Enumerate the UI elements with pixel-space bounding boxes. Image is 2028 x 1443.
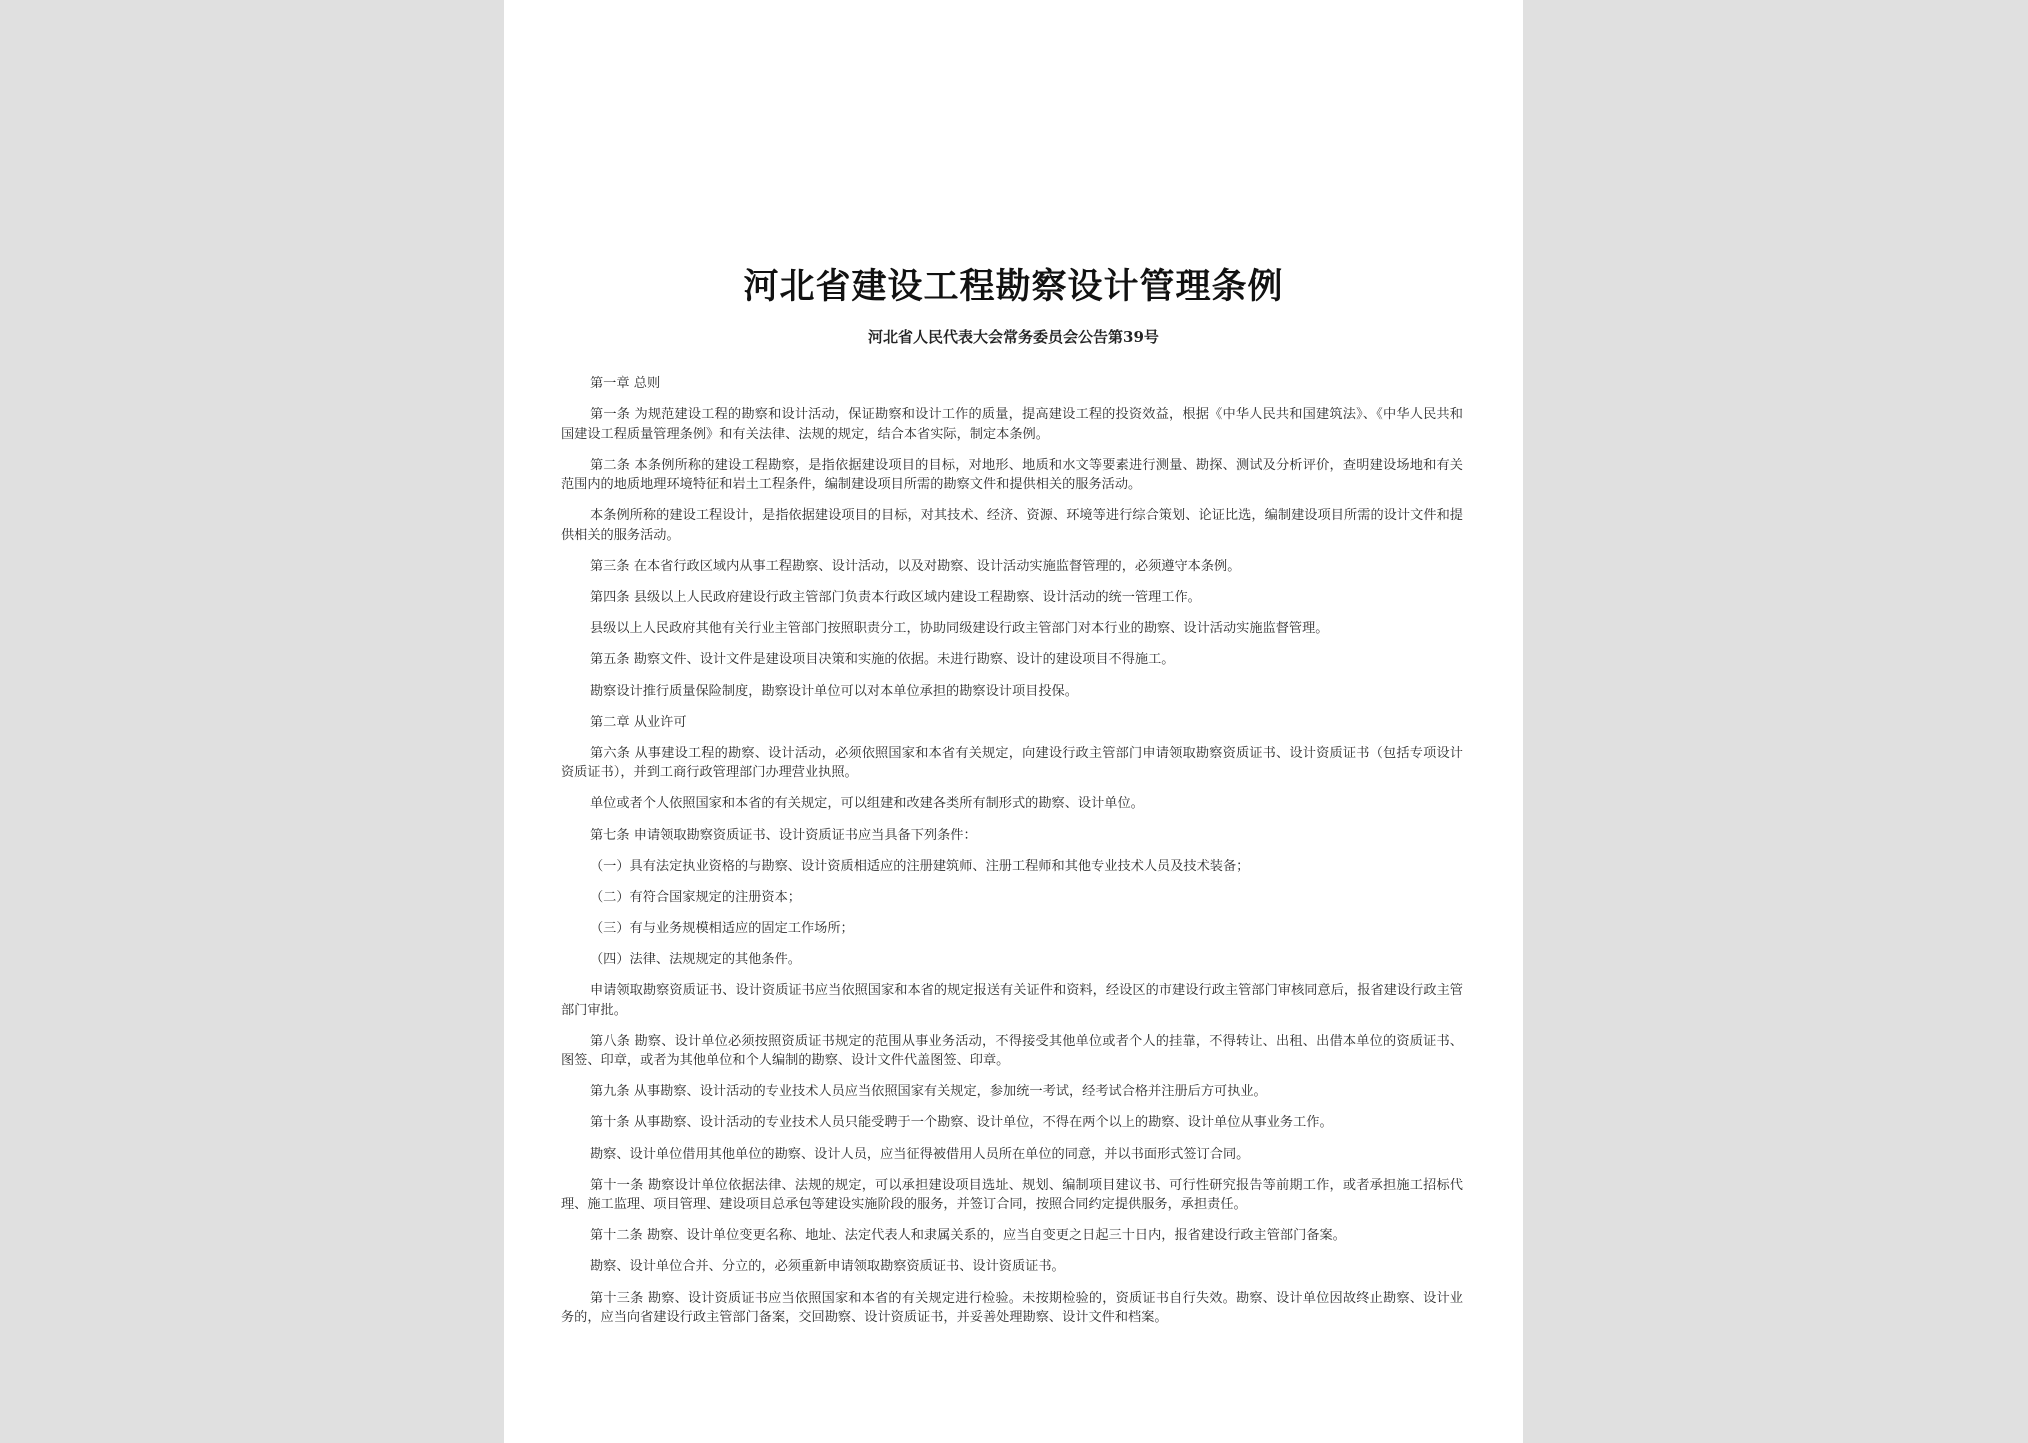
paragraph: 第十二条 勘察、设计单位变更名称、地址、法定代表人和隶属关系的，应当自变更之日起三十日内，报省建设行政主管部门备案。 (590, 1228, 1346, 1244)
paragraph: 单位或者个人依照国家和本省的有关规定，可以组建和改建各类所有制形式的勘察、设计单位。 (590, 796, 1144, 812)
document-page (504, 0, 1523, 1443)
paragraph: 第十条 从事勘察、设计活动的专业技术人员只能受聘于一个勘察、设计单位，不得在两个以上的勘察、设计单位从事业务工作。 (590, 1115, 1333, 1131)
paragraph: 第九条 从事勘察、设计活动的专业技术人员应当依照国家有关规定，参加统一考试，经考试合格并注册后方可执业。 (590, 1084, 1267, 1100)
paragraph: 本条例所称的建设工程设计，是指依据建设项目的目标，对其技术、经济、资源、环境等进行综合策划、论证比选，编制建设项目所需的设计文件和提供相关的服务活动。 (561, 508, 1463, 544)
paragraph: 第八条 勘察、设计单位必须按照资质证书规定的范围从事业务活动，不得接受其他单位或者个人的挂靠，不得转让、出租、出借本单位的资质证书、图签、印章，或者为其他单位和个人编制的勘察、设计文件代盖图签、印章。 (561, 1033, 1463, 1069)
document-subtitle: 河北省人民代表大会常务委员会公告第39号 (868, 328, 1159, 346)
paragraph: 第四条 县级以上人民政府建设行政主管部门负责本行政区域内建设工程勘察、设计活动的统一管理工作。 (590, 590, 1201, 606)
document-body (561, 374, 1463, 1339)
paragraph: 申请领取勘察资质证书、设计资质证书应当依照国家和本省的规定报送有关证件和资料，经设区的市建设行政主管部门审核同意后，报省建设行政主管部门审批。 (561, 982, 1463, 1018)
paragraph: 县级以上人民政府其他有关行业主管部门按照职责分工，协助同级建设行政主管部门对本行业的勘察、设计活动实施监督管理。 (590, 621, 1329, 637)
paragraph: 勘察、设计单位合并、分立的，必须重新申请领取勘察资质证书、设计资质证书。 (590, 1259, 1065, 1275)
paragraph: （三）有与业务规模相适应的固定工作场所； (590, 920, 854, 936)
paragraph: 第六条 从事建设工程的勘察、设计活动，必须依照国家和本省有关规定，向建设行政主管部门申请领取勘察资质证书、设计资质证书（包括专项设计资质证书），并到工商行政管理部门办理营业执照。 (561, 745, 1463, 781)
paragraph: 第十一条 勘察设计单位依据法律、法规的规定，可以承担建设项目选址、规划、编制项目建议书、可行性研究报告等前期工作，或者承担施工招标代理、施工监理、项目管理、建设项目总承包等建设实施阶段的服务，并签订合同，按照合同约定提供服务，承担责任。 (561, 1177, 1463, 1213)
paragraph: （二）有符合国家规定的注册资本； (590, 889, 801, 905)
paragraph: 第一条 为规范建设工程的勘察和设计活动，保证勘察和设计工作的质量，提高建设工程的投资效益，根据《中华人民共和国建筑法》、《中华人民共和国建设工程质量管理条例》和有关法律、法规的规定，结合本省实际，制定本条例。 (561, 407, 1463, 442)
paragraph: 第七条 申请领取勘察资质证书、设计资质证书应当具备下列条件： (590, 827, 977, 843)
paragraph: （一）具有法定执业资格的与勘察、设计资质相适应的注册建筑师、注册工程师和其他专业技术人员及技术装备； (590, 858, 1250, 874)
paragraph: 勘察、设计单位借用其他单位的勘察、设计人员，应当征得被借用人员所在单位的同意，并以书面形式签订合同。 (590, 1146, 1250, 1162)
paragraph: 第二条 本条例所称的建设工程勘察，是指依据建设项目的目标，对地形、地质和水文等要素进行测量、勘探、测试及分析评价，查明建设场地和有关范围内的地质地理环境特征和岩土工程条件，编制建设项目所需的勘察文件和提供相关的服务活动。 (561, 457, 1463, 493)
paragraph: （四）法律、法规规定的其他条件。 (590, 951, 801, 967)
paragraph: 第五条 勘察文件、设计文件是建设项目决策和实施的依据。未进行勘察、设计的建设项目不得施工。 (590, 652, 1175, 668)
paragraph: 第十三条 勘察、设计资质证书应当依照国家和本省的有关规定进行检验。未按期检验的，资质证书自行失效。勘察、设计单位因故终止勘察、设计业务的，应当向省建设行政主管部门备案，交回勘察、设计资质证书，并妥善处理勘察、设计文件和档案。 (561, 1290, 1463, 1326)
paragraph: 第三条 在本省行政区域内从事工程勘察、设计活动，以及对勘察、设计活动实施监督管理的，必须遵守本条例。 (590, 559, 1241, 575)
paragraph: 第二章 从业许可 (590, 714, 687, 730)
paragraph: 第一章 总则 (590, 376, 661, 391)
document-title: 河北省建设工程勘察设计管理条例 (743, 266, 1284, 307)
paragraph: 勘察设计推行质量保险制度，勘察设计单位可以对本单位承担的勘察设计项目投保。 (590, 683, 1078, 699)
